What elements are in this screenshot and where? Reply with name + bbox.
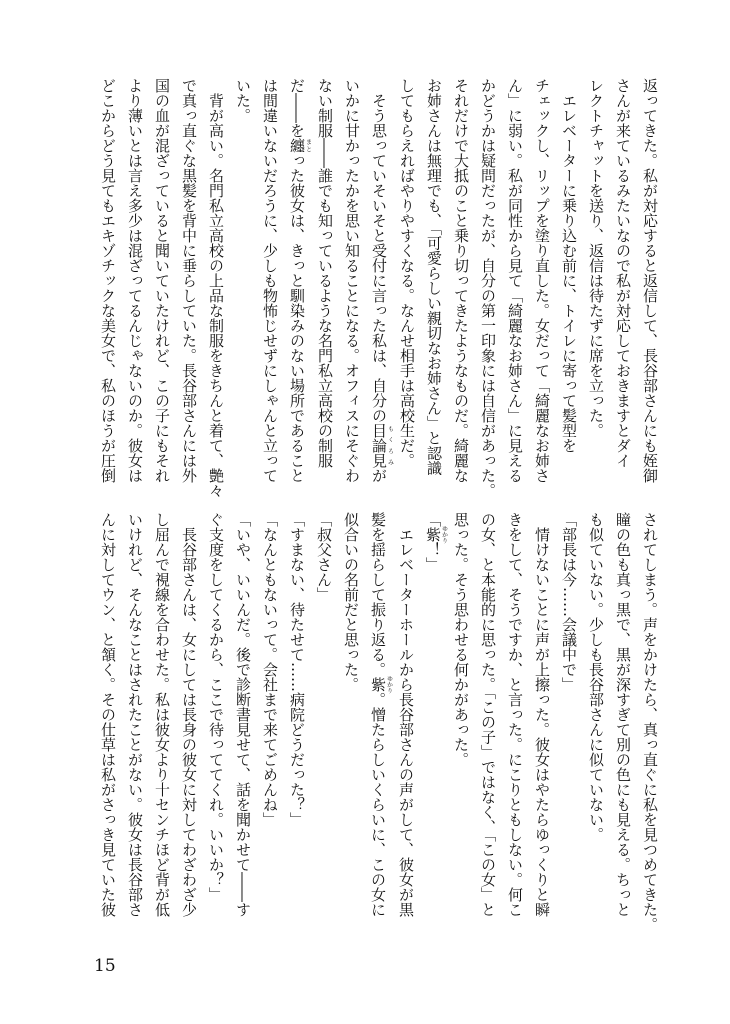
text-segment: 思った。そう思わせる何かがあった。 [452, 512, 470, 767]
text-segment: いた。 [234, 78, 252, 123]
ruby-word [370, 423, 394, 468]
text-column [148, 78, 175, 506]
text-segment: レクトチャットを送り、返信は待たずに席を立った。 [587, 78, 605, 438]
text-column [202, 78, 229, 506]
text-segment: 似合いの名前だと思った。 [342, 512, 360, 692]
ruby-base: 目論見 [370, 423, 388, 468]
text-segment: 「 [424, 512, 442, 527]
text-block-bottom [93, 512, 663, 948]
text-segment: されてしまう。声をかけたら、真っ直ぐに私を見つめてきた。 [641, 512, 659, 932]
text-column [94, 512, 121, 948]
text-segment: いかに甘かったかを思い知ることになる。オフィスにそぐわ [343, 78, 361, 483]
text-column [175, 512, 202, 948]
text-column [94, 78, 121, 506]
text-segment: エレベーターに乗り込む前に、トイレに寄って髪型を [560, 78, 578, 453]
text-column [447, 78, 474, 506]
text-segment: 。憎たらしいくらいに、この女に [369, 692, 387, 917]
text-segment: さんが来ているみたいなので私が対応しておきますとダイ [614, 78, 632, 468]
text-block-top [93, 78, 663, 506]
text-column [636, 78, 663, 506]
text-column [365, 78, 393, 506]
text-segment: お姉さんは無理でも、「可愛らしい親切なお姉さん」と認識 [425, 78, 443, 476]
text-segment: 「すまない、待たせて……病院どうだった？」 [288, 512, 306, 827]
text-column [202, 512, 229, 948]
text-column [474, 512, 501, 948]
text-column [582, 512, 609, 948]
text-segment: も似ていない。少しも長谷部さんに似ていない。 [587, 512, 605, 842]
text-segment: ない制服――誰でも知っているような名門私立高校の制服 [316, 78, 334, 468]
text-column [420, 78, 447, 506]
text-column [528, 512, 555, 948]
ruby-reading: ゆかり [385, 675, 393, 694]
ruby-base: 紫 [424, 525, 442, 544]
text-column [337, 512, 364, 948]
text-column [447, 512, 474, 948]
text-segment: どこからどう見てもエキゾチックな美女で、私のほうが圧倒 [99, 78, 117, 483]
text-segment: 「叔父さん」 [315, 512, 333, 602]
text-column [609, 78, 636, 506]
text-segment: 「なんともないって。会社まで来てごめんね」 [261, 512, 279, 827]
text-segment: で真っ直ぐな黒髪を背中に垂らしていた。長谷部さんには外 [180, 78, 198, 483]
text-segment: 長谷部さんは、女にしては長身の彼女に対してわざわざ少 [180, 512, 198, 917]
text-segment: だ――を [288, 78, 306, 138]
text-segment: 「部長は今……会議中で」 [560, 512, 578, 692]
text-segment: ぐ支度をしてくるから、ここで待っててくれ。いいか？」 [207, 512, 225, 902]
text-segment: ん」に弱い。私が同性から見て「綺麗なお姉さん」に見える [506, 78, 524, 483]
text-segment: 瞳の色も真っ黒で、黒が深すぎて別の色にも見える。ちっと [614, 512, 632, 917]
text-column [311, 78, 338, 506]
text-column [364, 512, 392, 948]
ruby-reading: ゆかり [440, 525, 448, 544]
text-column [609, 512, 636, 948]
text-segment: そう思っていそいそと受付に言った私は、自分の [370, 78, 388, 423]
text-segment: いけれど、そんなことはされたことがない。彼女は長谷部さ [126, 512, 144, 917]
text-column [256, 78, 283, 506]
text-segment: った彼女は、きっと馴染みのない場所であること [288, 153, 306, 483]
text-column [121, 78, 148, 506]
text-column [474, 78, 501, 506]
text-column [283, 78, 311, 506]
text-segment: ！」 [424, 542, 442, 572]
text-segment: それだけで大抵のこと乗り切ってきたようなものだ。綺麗な [452, 78, 470, 483]
text-column [229, 78, 256, 506]
text-segment: し屈んで視線を合わせた。私は彼女より十センチほど背が低 [153, 512, 171, 917]
text-segment: 背が高い。名門私立高校の上品な制服をきちんと着て、艶々 [207, 78, 225, 498]
text-column [528, 78, 555, 506]
text-column [392, 512, 419, 948]
text-column [555, 512, 582, 948]
text-segment: の女、と本能的に思った。「この子」ではなく、「この女」と [479, 512, 497, 917]
text-column [393, 78, 420, 506]
text-column [338, 78, 365, 506]
ruby-base: 纏 [288, 138, 306, 153]
text-column [175, 78, 202, 506]
text-segment: 国の血が混ざっていると聞いていたけれど、この子にもそれ [153, 78, 171, 483]
text-segment: が [370, 468, 388, 483]
text-segment: より薄いとは言え多少は混ざってるんじゃないのか。彼女は [126, 78, 144, 483]
text-segment: 返ってきた。私が対応すると返信して、長谷部さんにも姪御 [641, 78, 659, 483]
text-column [310, 512, 337, 948]
text-column [121, 512, 148, 948]
ruby-word [288, 138, 312, 153]
text-column [555, 78, 582, 506]
text-segment: かどうかは疑問だったが、自分の第一印象には自信があった。 [479, 78, 497, 498]
ruby-reading: まと [304, 138, 312, 153]
text-segment: んに対してウン、と頷く。その仕草は私がさっき見ていた彼 [99, 512, 117, 917]
text-segment: 情けないことに声が上擦った。彼女はやたらゆっくりと瞬 [533, 512, 551, 917]
text-column [148, 512, 175, 948]
text-segment: チェックし、リップを塗り直した。女だって「綺麗なお姉さ [533, 78, 551, 483]
text-segment: してもらえればやりやすくなる。なんせ相手は高校生だ。 [398, 78, 416, 468]
text-column [501, 78, 528, 506]
ruby-word [369, 675, 393, 694]
ruby-base: 紫 [369, 675, 387, 694]
text-segment: エレベーターホールから長谷部さんの声がして、彼女が黒 [397, 512, 415, 917]
text-column [636, 512, 663, 948]
text-column [256, 512, 283, 948]
text-segment: 髪を揺らして振り返る。 [369, 512, 387, 677]
ruby-reading: もくろみ [386, 423, 394, 468]
text-column [229, 512, 256, 948]
text-column [501, 512, 528, 948]
text-segment: きをして、そうですか、と言った。にこりともしない。何こ [506, 512, 524, 917]
text-segment: 「いや、いいんだ。後で診断書見せて、話を聞かせて――す [234, 512, 252, 917]
text-segment: は間違いないだろうに、少しも物怖じせずにしゃんと立って [261, 78, 279, 483]
text-column [582, 78, 609, 506]
page-number: 15 [94, 956, 116, 976]
ruby-word [424, 525, 448, 544]
text-column [419, 512, 447, 948]
text-column [283, 512, 310, 948]
